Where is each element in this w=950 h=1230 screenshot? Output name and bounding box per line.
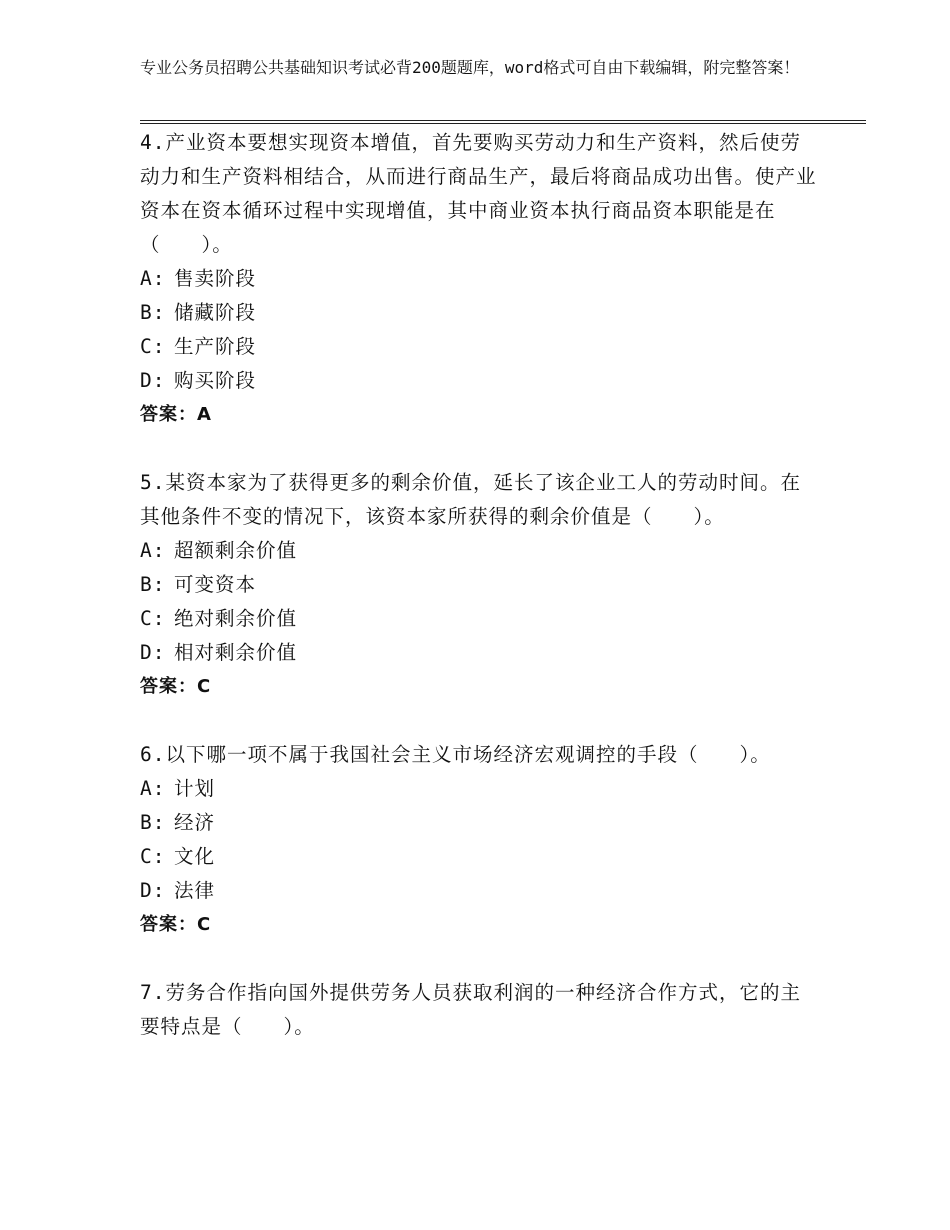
page-header: 专业公务员招聘公共基础知识考试必背200题题库，word格式可自由下载编辑，附完整答案！	[140, 58, 800, 77]
question-7	[140, 976, 820, 1044]
option-b: B: 储藏阶段	[140, 301, 257, 324]
option-b: B: 经济	[140, 811, 216, 834]
answer-line	[140, 670, 820, 704]
option-a: A: 售卖阶段	[140, 267, 257, 290]
answer-value: C	[197, 914, 212, 935]
answer-value: C	[197, 676, 212, 697]
question-stem: 4.产业资本要想实现资本增值，首先要购买劳动力和生产资料，然后使劳动力和生产资料相结合，从而进行商品生产，最后将商品成功出售。使产业资本在资本循环过程中实现增值，其中商业资本执行商品资本职能是在（ ）。	[140, 131, 817, 256]
question-stem: 7.劳务合作指向国外提供劳务人员获取利润的一种经济合作方式，它的主要特点是（ ）。	[140, 981, 801, 1038]
option-d: D: 法律	[140, 879, 216, 902]
question-list	[140, 126, 820, 1044]
question-stem: 5.某资本家为了获得更多的剩余价值，延长了该企业工人的劳动时间。在其他条件不变的情况下，该资本家所获得的剩余价值是（ ）。	[140, 471, 801, 528]
question-4	[140, 126, 820, 432]
answer-line	[140, 398, 820, 432]
question-6	[140, 738, 820, 942]
answer-value: A	[197, 404, 212, 425]
option-b: B: 可变资本	[140, 573, 257, 596]
option-d: D: 相对剩余价值	[140, 641, 298, 664]
header-rule-bottom	[140, 123, 866, 124]
option-a: A: 超额剩余价值	[140, 539, 298, 562]
option-c: C: 生产阶段	[140, 335, 257, 358]
spacer	[140, 942, 820, 976]
question-stem: 6.以下哪一项不属于我国社会主义市场经济宏观调控的手段（ ）。	[140, 743, 771, 766]
option-c: C: 文化	[140, 845, 216, 868]
answer-label: 答案：	[140, 404, 197, 425]
answer-label: 答案：	[140, 676, 197, 697]
answer-line	[140, 908, 820, 942]
answer-label: 答案：	[140, 914, 197, 935]
question-5	[140, 466, 820, 704]
header-rule-top	[140, 120, 866, 121]
spacer	[140, 432, 820, 466]
spacer	[140, 704, 820, 738]
option-c: C: 绝对剩余价值	[140, 607, 298, 630]
option-a: A: 计划	[140, 777, 216, 800]
option-d: D: 购买阶段	[140, 369, 257, 392]
